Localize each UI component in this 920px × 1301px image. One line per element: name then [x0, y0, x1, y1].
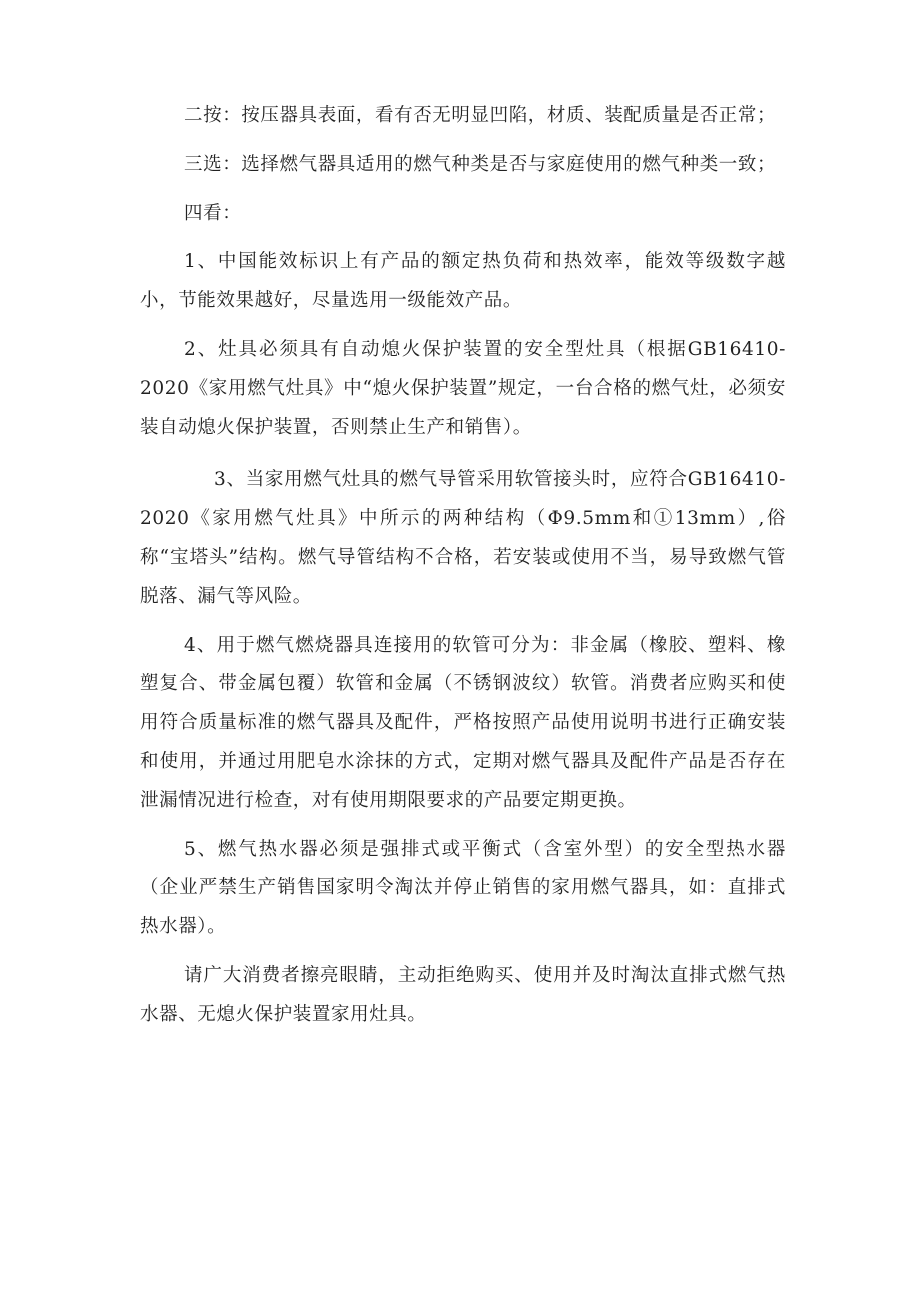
paragraph-item-2-flameout-protection: 2、灶具必须具有自动熄火保护装置的安全型灶具（根据GB16410-2020《家用燃气灶具》中“熄火保护装置”规定，一台合格的燃气灶，必须安装自动熄火保护装置，否则禁止生产和销售）。 [140, 338, 786, 438]
paragraph-item-3-hose-connector: 3、当家用燃气灶具的燃气导管采用软管接头时，应符合GB16410-2020《家用燃气灶具》中所示的两种结构（Φ9.5mm和①13mm）,俗称“宝塔头”结构。燃气导管结构不合格，若安装或使用不当，易导致燃气管脱落、漏气等风险。 [140, 469, 786, 607]
paragraph-select-gas-type: 三选：选择燃气器具适用的燃气种类是否与家庭使用的燃气种类一致； [184, 153, 777, 175]
paragraph-four-look-heading: 四看： [184, 202, 242, 224]
paragraph-item-1-energy-label: 1、中国能效标识上有产品的额定热负荷和热效率，能效等级数字越小，节能效果越好，尽量选用一级能效产品。 [140, 251, 786, 312]
document-body [140, 97, 786, 1035]
paragraph-item-4-hose-types: 4、用于燃气燃烧器具连接用的软管可分为：非金属（橡胶、塑料、橡塑复合、带金属包覆）软管和金属（不锈钢波纹）软管。消费者应购买和使用符合质量标准的燃气器具及配件，严格按照产品使用说明书进行正确安装和使用，并通过用肥皂水涂抹的方式，定期对燃气器具及配件产品是否存在泄漏情况进行检查，对有使用期限要求的产品要定期更换。 [140, 634, 786, 811]
paragraph-consumer-advice: 请广大消费者擦亮眼睛，主动拒绝购买、使用并及时淘汰直排式燃气热水器、无熄火保护装置家用灶具。 [140, 964, 786, 1025]
paragraph-press-check: 二按：按压器具表面，看有否无明显凹陷，材质、装配质量是否正常； [184, 105, 777, 126]
paragraph-item-5-water-heater: 5、燃气热水器必须是强排式或平衡式（含室外型）的安全型热水器（企业严禁生产销售国家明令淘汰并停止销售的家用燃气器具，如：直排式热水器）。 [140, 838, 786, 938]
